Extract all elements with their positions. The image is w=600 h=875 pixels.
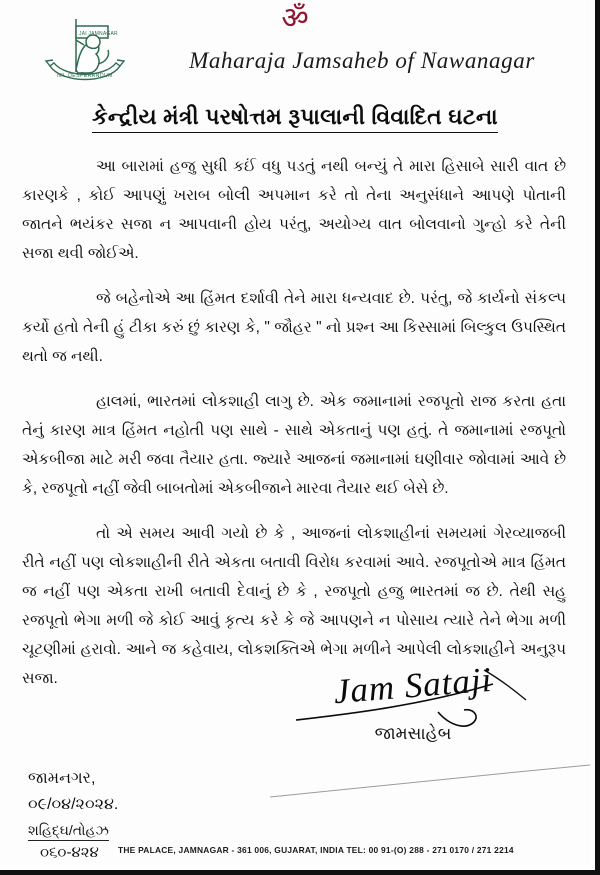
letter-body (22, 152, 566, 693)
paragraph-2: જે બહેનોએ આ હિંમત દર્શાવી તેને મારા ધન્યવાદ છે. પરંતુ, જે કાર્યનો સંકલ્પ કર્યો હતો તેની હું ટીકા કરું છું કારણ કે, " જૌહર " નો પ્રશ્ન આ કિસ્સામાં બિલ્કુલ ઉપસ્થિત થતો જ નથી. (22, 290, 566, 365)
page-title-wrapper (0, 104, 590, 133)
paragraph-3: હાલમાં, ભારતમાં લોકશાહી લાગુ છે. એક જમાનામાં રજપૂતો રાજ કરતા હતા તેનું કારણ માત્ર હિંમત નહોતી પણ સાથે - સાથે એકતાનું પણ હતું. તે જમાનામાં રજપૂતો એકબીજા માટે મરી જવા તૈયાર હતા. જ્યારે આજનાં જમાનામાં ઘણીવાર જોવામાં આવે છે કે, રજપૂતો નહીં જેવી બાબતોમાં એકબીજાને મારવા તૈયાર થઈ બેસે છે. (22, 393, 566, 497)
place-date-block (28, 766, 118, 818)
paragraph-4: તો એ સમય આવી ગયો છે કે , આજનાં લોકશાહીનાં સમયમાં ગેરવ્યાજબી રીતે નહીં પણ લોકશાહીની રીતે એકતા બતાવી વિરોધ કરવામાં આવે. રજપૂતોએ માત્ર હિંમત જ નહીં પણ એકતા રાખી બતાવી દેવાનું છે કે , રજપૂતો હજુ ભારતમાં જ છે. તેથી સહુ રજપૂતો ભેગા મળી જે કોઈ આવું કૃત્ય કરે કે જે આપણને ન પોસાય ત્યારે તેને ભેગા મળી ચૂટણીમાં હરાવો. આને જ કહેવાય, લોકશક્તિએ ભેગા મળીને આપેલી લોકશાહીને અનુરૂપ સજા. (22, 525, 566, 687)
date-text: ૦૯/૦૪/૨૦૨૪. (28, 796, 119, 813)
reference-block (28, 822, 109, 861)
svg-text:NIL DESPERANDUM: NIL DESPERANDUM (57, 73, 113, 79)
om-symbol-icon: ॐ (281, 1, 309, 36)
signature-name: જામસાહેબ (374, 724, 452, 743)
page-title: કેન્દ્રીય મંત્રી પરષોત્તમ રૂપાલાની વિવાદિત ઘટના (92, 104, 498, 133)
place-text: જામનગર, (28, 770, 96, 787)
reference-number: ૦૬૦-૪૨૪ (40, 844, 99, 861)
svg-text:JAI JAMNAGAR: JAI JAMNAGAR (79, 31, 118, 37)
paragraph-1: આ બારામાં હજુ સુધી કઈં વધુ પડતું નથી બન્યું તે મારા હિસાબે સારી વાત છે કારણકે , કોઈ આપણું ખરાબ બોલી અપમાન કરે તો તેના અનુસંધાને આપણે પોતાની જાતને ભયંકર સજા ન આપવાની હોય પરંતુ, અયોગ્ય વાત બોલવાનો ગુન્હો કરે તેની સજા થવી જોઈએ. (22, 158, 566, 262)
footer-address: THE PALACE, JAMNAGAR - 361 006, GUJARAT, INDIA TEL: 00 91-(O) 288 - 271 0170 / 271 2214 (118, 845, 514, 855)
letterhead-subtitle: Maharaja Jamsaheb of Nawanagar (189, 48, 535, 73)
page-edge-artifact (270, 763, 590, 803)
signature-block (288, 659, 538, 760)
signature-script: Jam Sataji (332, 659, 494, 712)
reference-code: શહિદ્ઘ/તોહઝ (28, 822, 109, 841)
